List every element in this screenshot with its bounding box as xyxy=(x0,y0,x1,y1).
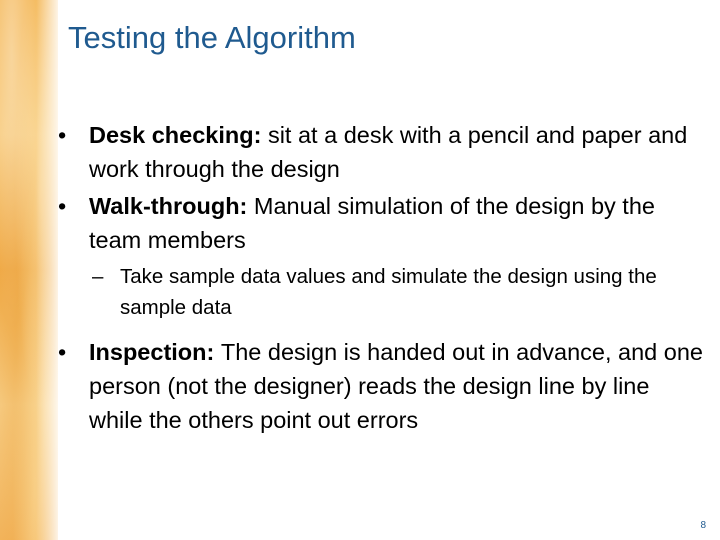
slide-title: Testing the Algorithm xyxy=(68,20,356,55)
bullet-text: sit at a desk with a pencil and paper and work through the design xyxy=(89,122,688,182)
bullet-text: Manual simulation of the design by the team members xyxy=(89,193,655,253)
decorative-band xyxy=(0,0,58,540)
bullet-term: Walk-through: xyxy=(89,193,254,219)
bullet-term: Desk checking: xyxy=(89,122,268,148)
page-number: 8 xyxy=(700,520,706,531)
bullet-term: Inspection: xyxy=(89,339,221,365)
sub-bullet-marker: – xyxy=(92,265,104,288)
bullet-marker: • xyxy=(58,122,67,148)
bullet-walk-through xyxy=(58,189,708,257)
bullet-text: The design is handed out in advance, and one person (not the designer) reads the design line by line while the others point out errors xyxy=(89,339,703,433)
bullet-marker: • xyxy=(58,193,67,219)
sub-bullet-text: Take sample data values and simulate the design using the sample data xyxy=(120,265,657,319)
sub-bullet-sample-data xyxy=(58,261,708,323)
bullet-marker: • xyxy=(58,339,67,365)
bullet-inspection xyxy=(58,335,708,437)
bullet-desk-checking xyxy=(58,118,708,186)
slide-content xyxy=(58,118,708,440)
